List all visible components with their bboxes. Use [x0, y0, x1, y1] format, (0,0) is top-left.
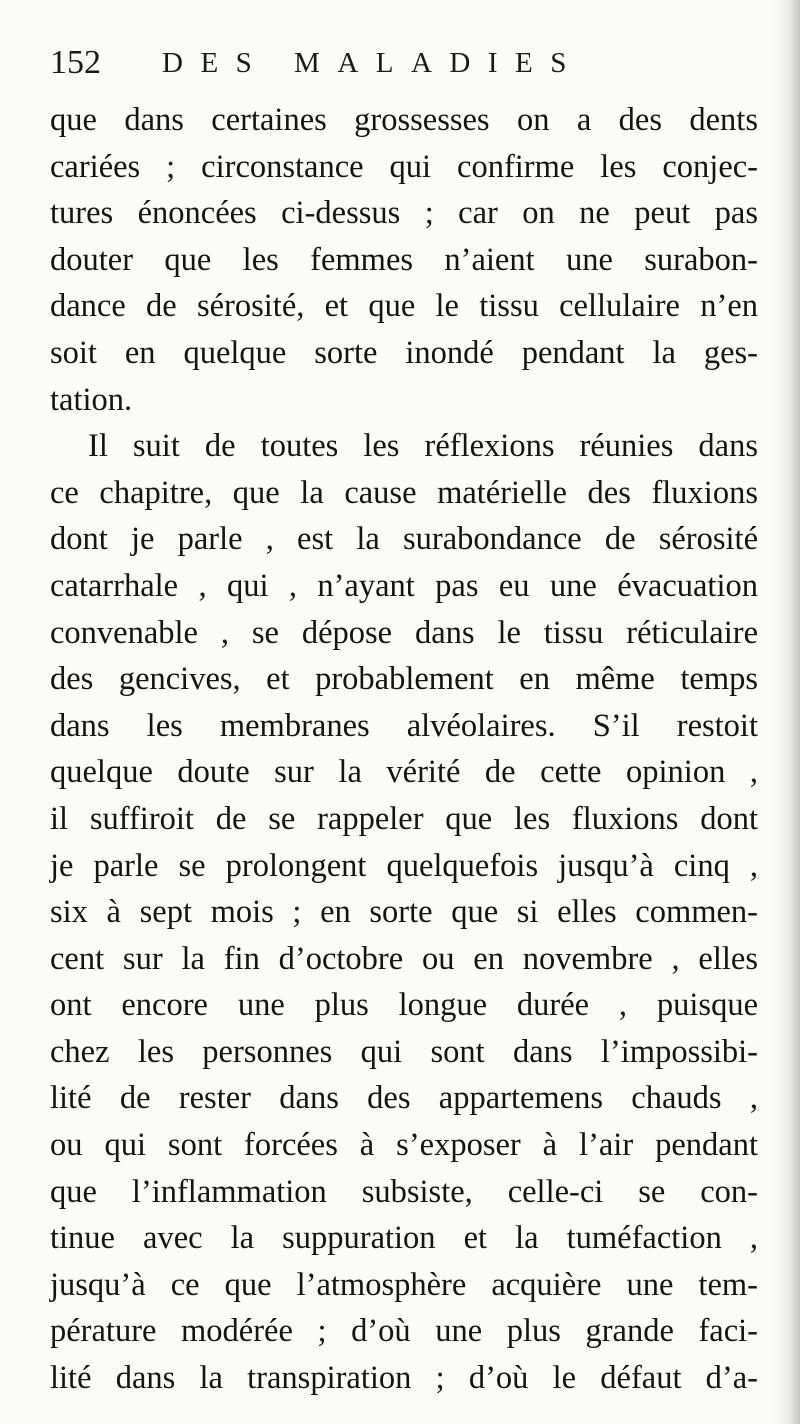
text-line: des gencives, et probablement en même temps [50, 661, 758, 698]
paragraph [50, 423, 758, 1401]
text-line: ou qui sont forcées à s’exposer à l’air pendant [50, 1127, 758, 1164]
text-line: que dans certaines grossesses on a des dents [50, 102, 758, 138]
running-title: DES MALADIES [162, 47, 584, 79]
text-line: cent sur la fin d’octobre ou en novembre , elles [50, 940, 758, 977]
text-line: catarrhale , qui , n’ayant pas eu une évacuation [50, 567, 758, 604]
text-line: dans les membranes alvéolaires. S’il restoit [50, 707, 758, 744]
text-line: que l’inflammation subsiste, celle-ci se con- [50, 1173, 758, 1210]
page-number: 152 [50, 44, 101, 81]
page-header [50, 40, 750, 86]
text-line: ont encore une plus longue durée , puisque [50, 987, 758, 1024]
text-line: Il suit de toutes les réflexions réunies dans [88, 428, 758, 465]
text-line: tinue avec la suppuration et la tuméfaction , [50, 1220, 758, 1257]
text-line: soit en quelque sorte inondé pendant la ges- [50, 334, 758, 371]
text-line: tures énoncées ci-dessus ; car on ne peut pas [50, 195, 758, 232]
text-line: dance de sérosité, et que le tissu cellulaire n’en [50, 288, 758, 325]
text-line: il suffiroit de se rappeler que les fluxions dont [50, 800, 758, 837]
text-line: chez les personnes qui sont dans l’impossibi- [50, 1033, 758, 1070]
text-line: pérature modérée ; d’où une plus grande faci- [50, 1313, 758, 1350]
text-line: lité de rester dans des appartemens chauds , [50, 1080, 758, 1117]
text-line: quelque doute sur la vérité de cette opinion , [50, 754, 758, 791]
text-line: six à sept mois ; en sorte que si elles commen- [50, 894, 758, 931]
text-line: tation. [50, 381, 133, 418]
text-line: je parle se prolongent quelquefois jusqu’à cinq , [50, 847, 758, 884]
text-line: ce chapitre, que la cause matérielle des fluxions [50, 474, 758, 511]
body-text [50, 97, 758, 1402]
paragraph [50, 97, 758, 423]
page-edge-shadow [774, 0, 800, 1424]
text-line: cariées ; circonstance qui confirme les conjec- [50, 148, 758, 185]
text-line: jusqu’à ce que l’atmosphère acquière une tem- [50, 1266, 758, 1303]
text-line: lité dans la transpiration ; d’où le défaut d’a- [50, 1360, 758, 1397]
text-line: douter que les femmes n’aient une surabon- [50, 241, 758, 278]
text-line: convenable , se dépose dans le tissu réticulaire [50, 614, 758, 651]
text-line: dont je parle , est la surabondance de sérosité [50, 521, 758, 558]
